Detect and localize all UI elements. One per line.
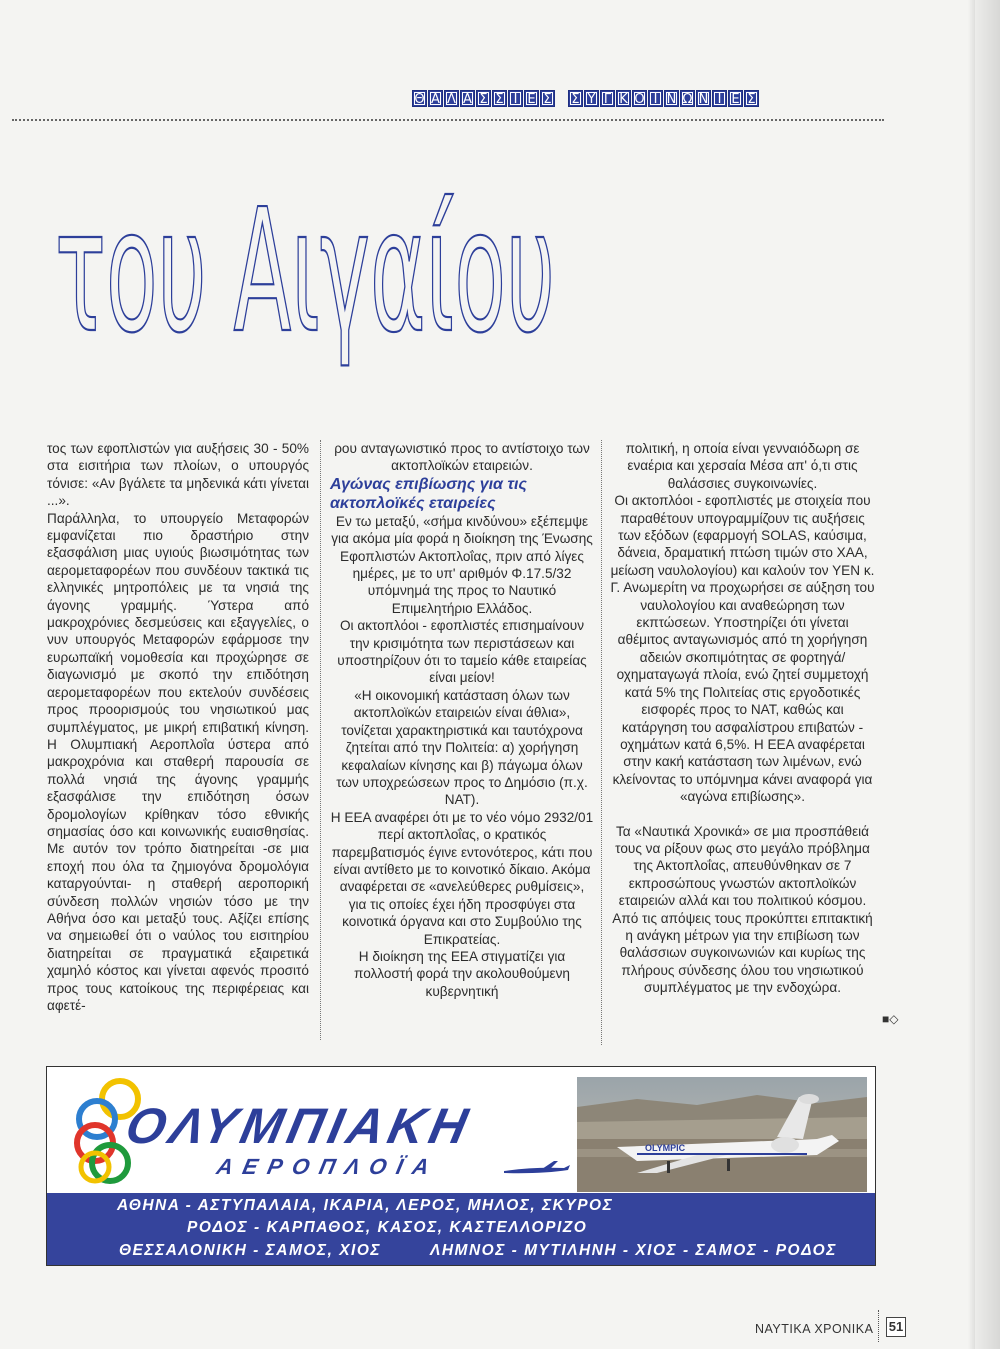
article-column-3	[610, 440, 875, 997]
section-header-letter: Σ	[744, 90, 759, 107]
section-header-letter: Ι	[508, 90, 523, 107]
section-header-letter: Σ	[540, 90, 555, 107]
aircraft-photo	[577, 1077, 867, 1192]
route-line: ΘΕΣΣΑΛΟΝΙΚΗ - ΣΑΜΟΣ, ΧΙΟΣ	[119, 1242, 382, 1259]
route-line: ΡΟΔΟΣ - ΚΑΡΠΑΘΟΣ, ΚΑΣΟΣ, ΚΑΣΤΕΛΛΟΡΙΖΟ	[187, 1219, 588, 1236]
article-column-2	[330, 440, 594, 1000]
paragraph: «Η οικονομική κατάσταση όλων των ακτοπλοϊκών εταιρειών είναι άθλια», τονίζεται χαρακτηριστικά και ταυτόχρονα ζητείται από την Πολιτεία: α) χορήγηση κεφαλαίων κίνησης και β) πάγωμα όλων των υποχρεώσεων προς το Δημόσιο (π.χ. ΝΑΤ).	[336, 687, 588, 808]
paragraph: Η ΕΕΑ αναφέρει ότι με το νέο νόμο 2932/01 περί ακτοπλοΐας, ο κρατικός παρεμβατισμός έγινε εντονότερος, κάτι που είναι αντίθετο με το κοινοτικό δίκαιο. Ακόμα αναφέρεται σε «ανελεύθερες ρυθμίσεις», για τις οποίες έχει ήδη προσφύγει στα κοινοτικά όργανα και στο Συμβούλιο της Επικρατείας.	[330, 809, 594, 947]
section-header-letter: Σ	[568, 90, 583, 107]
section-header-letter: Α	[460, 90, 475, 107]
section-header-letter: Ε	[728, 90, 743, 107]
section-header-letter: Λ	[444, 90, 459, 107]
routes-band	[47, 1193, 875, 1265]
article-title-text: του Αιγαίου	[55, 173, 555, 371]
section-header-letter: Ω	[680, 90, 695, 107]
page-number: 51	[886, 1317, 906, 1337]
footer-rule	[878, 1310, 879, 1342]
paragraph: Οι ακτοπλόοι - εφοπλιστές με στοιχεία που παραθέτουν υπογραμμίζουν τις αυξήσεις των εξόδων (εφαρμογή SOLAS, καύσιμα, δάνεια, δραματική πτώση τιμών στο ΧΑΑ, μείωση ναυλολογίου) και καλούν τον ΥΕΝ κ. Γ. Ανωμερίτη να προχωρήσει σε αύξηση του ναυλολογίου και αναθεώρηση των εκπτώσεων. Υποστηρίζει ότι γίνεται αθέμιτος ανταγωνισμός από τη χορήγηση αδειών σκοπιμότητας σε φορτηγά/οχηματαγωγά πλοία, ενώ ζητεί συμμετοχή κατά 5% της Πολιτείας στις εργοδοτικές εισφορές προς το ΝΑΤ, καθώς και κατάργηση του ασφαλίστρου επιβατών - οχημάτων κατά 6,5%. Η ΕΕΑ αναφέρεται στην κακή κατάσταση των λιμένων, ενώ κλείνοντας το υπόμνημα κάνει αναφορά για «αγώνα επιβίωσης».	[610, 493, 875, 805]
article-title	[55, 170, 575, 370]
route-line: ΛΗΜΝΟΣ - ΜΥΤΙΛΗΝΗ - ΧΙΟΣ - ΣΑΜΟΣ - ΡΟΔΟΣ	[430, 1242, 837, 1259]
section-header-letter: Ι	[712, 90, 727, 107]
article-column-1	[47, 440, 309, 1014]
brand-subtitle: ΑΕΡΟΠΛΟΪΑ	[214, 1154, 442, 1179]
plane-logo-icon	[502, 1159, 572, 1179]
subheading: Αγώνας επιβίωσης για τις ακτοπλοϊκές εταιρείες	[330, 475, 527, 512]
plane-livery-text: OLYMPIC	[645, 1143, 686, 1153]
paragraph: ρου ανταγωνιστικό προς το αντίστοιχο των ακτοπλοϊκών εταιρειών.	[334, 441, 590, 474]
column-divider	[601, 440, 602, 1045]
header-dotted-rule	[12, 119, 884, 121]
column-divider	[320, 440, 321, 1040]
section-header-letter: Ν	[664, 90, 679, 107]
section-header-letter: Γ	[600, 90, 615, 107]
section-header-letter: Ο	[632, 90, 647, 107]
section-header-letter: Υ	[584, 90, 599, 107]
paragraph: Παράλληλα, το υπουργείο Μεταφορών εμφανίζεται πιο δραστήριο στην εξασφάλιση μιας υγιούς βιωσιμότητας των αερομεταφορέων που συνδέουν τακτικά τις ελληνικές μητροπόλεις με τα νησιά της άγονης γραμμής. Ύστερα από μακροχρόνιες δεσμεύσεις και εξαγγελίες, ο νυν υπουργός Μεταφορών εφάρμοσε την ευρωπαϊκή νομοθεσία και προχώρησε σε διαγωνισμό με σκοπό την επιδότηση αερομεταφορέων που εκτελούν συνδέσεις προς προορισμούς του νησιωτικού μας συμπλέγματος, με μικρή επιβατική κίνηση. Η Ολυμπιακή Αεροπλοΐα ύστερα από μακροχρόνια και σταθερή παρουσία σε πολλά νησιά της άγονης γραμμής εξασφάλισε την επιδότηση όσων δρομολογίων κρίθηκαν τόσο εθνικής σημασίας όσο και κοινωνικής ευαισθησίας. Με αυτόν τον τρόπο διατηρείται -σε μια εποχή που όλα τα ζημιογόνα δρομολόγια καταργούνται- η σταθερή αεροπορική σύνδεση πολλών νησιών τόσο με την Αθήνα όσο και μεταξύ τους. Αξίζει επίσης να σημειωθεί ότι ο ναύλος του εισιτηρίου διατηρείται σε πραγματικά εξαιρετικά χαμηλό κόστος και γίνεται αφενός προσιτό προς τους κατοίκους της περιφέρειας και αφετέ-	[47, 510, 309, 1013]
section-header	[412, 90, 760, 107]
section-header-letter: Κ	[616, 90, 631, 107]
paragraph: Εν τω μεταξύ, «σήμα κινδύνου» εξέπεμψε για ακόμα μία φορά η διοίκηση της Ένωσης Εφοπλιστών Ακτοπλοΐας, πριν από λίγες ημέρες, με το υπ' αριθμόν Φ.17.5/32 υπόμνημά της προς το Ναυτικό Επιμελητήριο Ελλάδος.	[331, 513, 593, 616]
paragraph: Η διοίκηση της ΕΕΑ στιγματίζει για πολλοστή φορά την ακολουθούμενη κυβερνητική	[354, 948, 570, 999]
section-header-letter: Ε	[524, 90, 539, 107]
article-title-graphic	[55, 170, 575, 371]
section-header-letter: Α	[428, 90, 443, 107]
page-edge	[975, 0, 1000, 1349]
olympic-airways-advert	[46, 1066, 876, 1266]
section-header-letter: Θ	[412, 90, 427, 107]
section-header-letter: Ι	[648, 90, 663, 107]
section-header-letter: Σ	[492, 90, 507, 107]
section-header-letter: Σ	[476, 90, 491, 107]
paragraph: Οι ακτοπλόοι - εφοπλιστές επισημαίνουν την κρισιμότητα των περιστάσεων και υποστηρίζουν ότι το ταμείο κάθε εταιρείας είναι μείον!	[337, 618, 587, 686]
magazine-name: ΝΑΥΤΙΚΑ ΧΡΟΝΙΚΑ	[755, 1322, 874, 1336]
paragraph: τος των εφοπλιστών για αυξήσεις 30 - 50% στα εισιτήρια των πλοίων, ο υπουργός τόνισε: «Αν βγάλετε τα μηδενικά κάτι γίνεται ...».	[47, 441, 309, 509]
route-line: ΑΘΗΝΑ - ΑΣΤΥΠΑΛΑΙΑ, ΙΚΑΡΙΑ, ΛΕΡΟΣ, ΜΗΛΟΣ, ΣΚΥΡΟΣ	[117, 1197, 614, 1214]
section-header-letter: Ν	[696, 90, 711, 107]
paragraph: Τα «Ναυτικά Χρονικά» σε μια προσπάθειά τους να ρίξουν φως στο μεγάλο πρόβλημα της Ακτοπλοΐας, απευθύνθηκαν σε 7 εκπροσώπους γνωστών ακτοπλοϊκών εταιρειών αλλά και του πολιτικού κόσμου. Από τις απόψεις τους προκύπτει επιτακτική η ανάγκη μέτρων για την επιβίωση των θαλάσσιων συγκοινωνιών και κυρίως της πλήρους σύνδεσης όλου του νησιωτικού συμπλέγματος με την ενδοχώρα.	[612, 823, 873, 996]
paragraph: πολιτική, η οποία είναι γενναιόδωρη σε εναέρια και χερσαία Μέσα απ' ό,τι στις θαλάσσιες συγκοινωνίες.	[625, 441, 860, 491]
article-end-icon: ■◇	[882, 1012, 899, 1026]
brand-name: ΟΛΥΜΠΙΑΚΗ	[121, 1098, 478, 1154]
